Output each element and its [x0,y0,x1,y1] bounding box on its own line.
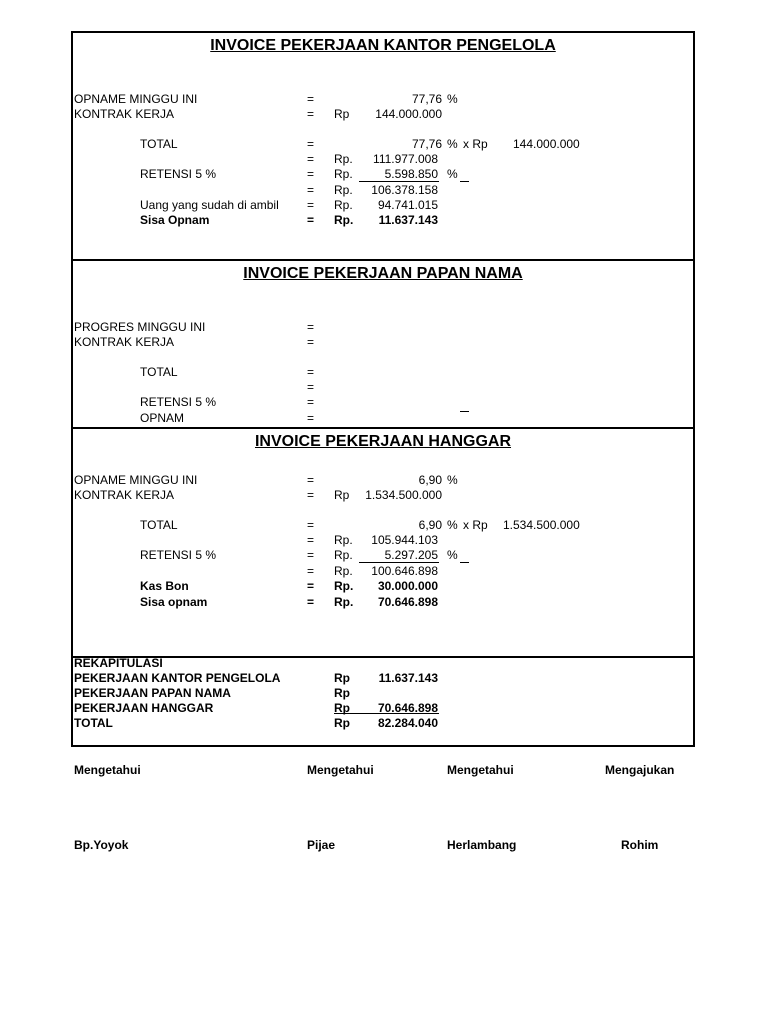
kantor-title: INVOICE PEKERJAAN KANTOR PENGELOLA [210,37,556,54]
rekap-kantor-value: 11.637.143 [378,671,438,685]
kantor-retensi-value: 5.598.850 [384,167,438,181]
x-rp-label: x Rp [463,137,488,151]
kantor-sisa-label: Sisa Opnam [140,213,210,227]
kantor-opname-value: 77,76 [411,92,442,106]
rp-label: Rp. [334,213,354,227]
kantor-total-value: 77,76 [411,137,442,151]
rp-label: Rp [334,671,350,685]
hanggar-title: INVOICE PEKERJAAN HANGGAR [254,433,512,450]
signature-role-4: Mengajukan [605,763,675,777]
rp-label: Rp. [334,595,354,609]
percent-sign: % [447,548,458,562]
equals-sign: = [307,183,315,197]
x-rp-label: x Rp [463,518,488,532]
kantor-kontrak-value: 144.000.000 [375,107,442,121]
equals-sign: = [307,380,315,394]
section-divider [71,427,695,429]
rp-label: Rp [334,686,350,700]
rp-label: Rp [334,107,350,121]
papan-kontrak-label: KONTRAK KERJA [74,335,175,349]
percent-sign: % [447,137,458,151]
rp-label: Rp. [334,152,353,166]
rekap-hanggar-value: 70.646.898 [377,701,438,715]
rp-label: Rp [334,701,350,715]
hanggar-retensi-value: 5.297.205 [384,548,438,562]
sum-underline [334,713,439,714]
equals-sign: = [307,488,315,502]
equals-sign: = [307,548,315,562]
kantor-total-label: TOTAL [140,137,178,151]
section-divider [71,259,695,261]
section-divider [71,656,695,658]
papan-retensi-label: RETENSI 5 % [140,395,217,409]
hanggar-kontrak-value: 1.534.500.000 [365,488,442,502]
minus-sign [460,562,469,563]
rp-label: Rp. [334,533,353,547]
rp-label: Rp. [334,579,354,593]
hanggar-sisa-label: Sisa opnam [140,595,208,609]
minus-sign [460,411,469,412]
minus-sign [460,181,469,182]
equals-sign: = [307,564,315,578]
signature-role-3: Mengetahui [447,763,514,777]
papan-progres-label: PROGRES MINGGU INI [74,320,206,334]
papan-opnam-label: OPNAM [140,411,185,425]
hanggar-opname-label: OPNAME MINGGU INI [74,473,198,487]
kantor-retensi-label: RETENSI 5 % [140,167,217,181]
equals-sign: = [307,320,315,334]
rekap-hanggar-label: PEKERJAAN HANGGAR [74,701,214,715]
equals-sign: = [307,518,315,532]
hanggar-total-kontrak: 1.534.500.000 [503,518,580,532]
papan-title: INVOICE PEKERJAAN PAPAN NAMA [243,265,523,282]
rekap-papan-label: PEKERJAAN PAPAN NAMA [74,686,231,700]
equals-sign: = [307,411,315,425]
rp-label: Rp. [334,548,353,562]
equals-sign: = [307,137,315,151]
rp-label: Rp. [334,167,353,181]
rp-label: Rp [334,716,350,730]
kantor-uang-value: 94.741.015 [377,198,438,212]
equals-sign: = [307,335,315,349]
percent-sign: % [447,473,458,487]
equals-sign: = [307,213,315,227]
kantor-net-value: 106.378.158 [371,183,438,197]
signature-name-2: Pijae [307,838,336,852]
hanggar-kasbon-label: Kas Bon [140,579,189,593]
percent-sign: % [447,167,458,181]
hanggar-sisa-value: 70.646.898 [377,595,438,609]
signature-role-1: Mengetahui [74,763,141,777]
equals-sign: = [307,595,315,609]
equals-sign: = [307,579,315,593]
rekap-total-value: 82.284.040 [377,716,438,730]
hanggar-kasbon-value: 30.000.000 [377,579,438,593]
subtraction-underline [359,181,439,182]
hanggar-opname-value: 6,90 [418,473,442,487]
kantor-gross-value: 111.977.008 [373,152,438,166]
signature-name-4: Rohim [621,838,659,852]
signature-name-1: Bp.Yoyok [74,838,129,852]
percent-sign: % [447,92,458,106]
percent-sign: % [447,518,458,532]
hanggar-gross-value: 105.944.103 [371,533,438,547]
hanggar-total-label: TOTAL [140,518,178,532]
rp-label: Rp. [334,183,353,197]
equals-sign: = [307,365,315,379]
hanggar-retensi-label: RETENSI 5 % [140,548,217,562]
equals-sign: = [307,152,315,166]
kantor-opname-label: OPNAME MINGGU INI [74,92,198,106]
hanggar-total-value: 6,90 [418,518,442,532]
equals-sign: = [307,198,315,212]
subtraction-underline [359,562,439,563]
rp-label: Rp. [334,564,353,578]
kantor-kontrak-label: KONTRAK KERJA [74,107,175,121]
equals-sign: = [307,167,315,181]
equals-sign: = [307,107,315,121]
kantor-total-kontrak: 144.000.000 [513,137,580,151]
equals-sign: = [307,92,315,106]
rekap-kantor-label: PEKERJAAN KANTOR PENGELOLA [74,671,281,685]
rekap-total-label: TOTAL [74,716,113,730]
rekap-title: REKAPITULASI [74,656,163,670]
hanggar-net-value: 100.646.898 [371,564,438,578]
equals-sign: = [307,533,315,547]
kantor-uang-label: Uang yang sudah di ambil [140,198,279,212]
signature-role-2: Mengetahui [307,763,374,777]
rp-label: Rp. [334,198,353,212]
papan-total-label: TOTAL [140,365,178,379]
hanggar-kontrak-label: KONTRAK KERJA [74,488,175,502]
equals-sign: = [307,473,315,487]
kantor-sisa-value: 11.637.143 [378,213,438,227]
signature-name-3: Herlambang [447,838,517,852]
rp-label: Rp [334,488,350,502]
equals-sign: = [307,395,315,409]
